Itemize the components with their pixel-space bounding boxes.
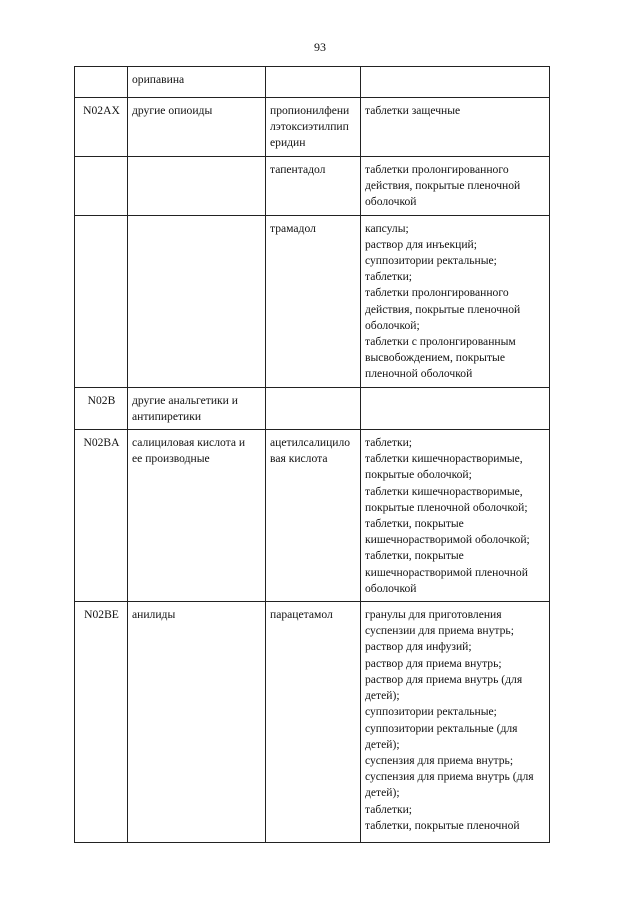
cell-line: действия, покрытые пленочной [365,302,521,316]
dosage-forms-cell [361,157,550,216]
atc-code-cell [75,67,128,98]
group-name-cell [128,98,266,157]
group-name-cell [128,387,266,429]
cell-line: другие анальгетики и [132,393,238,407]
cell-line: кишечнорастворимой пленочной [365,565,528,579]
atc-code-cell: N02AX [75,98,128,157]
group-name-cell [128,67,266,98]
cell-line: ацетилсалицило [270,436,351,450]
cell-line: детей); [365,786,400,800]
group-name-cell [128,215,266,387]
atc-code-cell: N02B [75,387,128,429]
dosage-forms-cell [361,67,550,98]
cell-line: суппозитории ректальные; [365,254,497,268]
cell-line: суппозитории ректальные; [365,705,497,719]
substance-cell [266,602,361,843]
substance-cell [266,67,361,98]
cell-line: таблетки, покрытые пленочной [365,818,520,832]
table-row [75,98,550,157]
cell-line: кишечнорастворимой оболочкой; [365,533,530,547]
atc-code-cell [75,215,128,387]
cell-line: ее производные [132,452,210,466]
cell-line: оболочкой [365,581,417,595]
cell-line: лэтоксиэтилпип [270,120,349,134]
page-number: 93 [314,40,326,54]
cell-line: орипавина [132,73,185,86]
group-name-cell [128,430,266,602]
dosage-forms-cell [361,602,550,843]
cell-line: детей); [365,737,400,751]
cell-line: таблетки; [365,436,413,450]
table-row [75,157,550,216]
cell-line: раствор для приема внутрь (для [365,672,523,686]
cell-line: таблетки с пролонгированным [365,335,516,349]
cell-line: таблетки защечные [365,104,461,117]
cell-line: трамадол [270,221,316,235]
atc-code-cell: N02BA [75,430,128,602]
cell-line: высвобождением, покрытые [365,351,505,365]
group-name-cell [128,602,266,843]
table-row [75,602,550,843]
cell-line: таблетки; [365,270,413,284]
table-row [75,215,550,387]
cell-line: детей); [365,689,400,703]
dosage-forms-cell [361,215,550,387]
cell-line: раствор для инъекций; [365,237,477,251]
cell-line: таблетки пролонгированного [365,286,509,300]
cell-line: вая кислота [270,452,328,466]
cell-line: оболочкой [365,195,417,209]
cell-line: суспензии для приема внутрь; [365,624,514,638]
dosage-forms-cell [361,387,550,429]
cell-line: таблетки пролонгированного [365,163,509,176]
substance-cell [266,157,361,216]
cell-line: капсулы; [365,221,409,235]
cell-line: гранулы для приготовления [365,608,502,622]
cell-line: оболочкой; [365,318,420,332]
cell-line: суппозитории ректальные (для [365,721,518,735]
substance-cell [266,215,361,387]
substance-cell [266,430,361,602]
cell-line: антипиретики [132,409,202,423]
cell-line: другие опиоиды [132,104,213,117]
cell-line: раствор для приема внутрь; [365,656,502,670]
cell-line: пропионилфени [270,104,350,117]
atc-code-cell: N02BE [75,602,128,843]
cell-line: покрытые пленочной оболочкой; [365,500,528,514]
dosage-forms-cell [361,430,550,602]
drug-table [74,66,550,843]
cell-line: салициловая кислота и [132,436,246,450]
cell-line: анилиды [132,608,176,622]
substance-cell [266,98,361,157]
cell-line: раствор для инфузий; [365,640,472,654]
cell-line: таблетки кишечнорастворимые, [365,452,523,466]
table-row [75,430,550,602]
cell-line: суспензия для приема внутрь; [365,753,514,767]
atc-code-cell [75,157,128,216]
table-row [75,387,550,429]
cell-line: суспензия для приема внутрь (для [365,770,534,784]
cell-line: тапентадол [270,163,326,176]
cell-line: действия, покрытые пленочной [365,179,521,193]
table-row [75,67,550,98]
cell-line: еридин [270,136,306,150]
cell-line: таблетки; [365,802,413,816]
substance-cell [266,387,361,429]
cell-line: таблетки, покрытые [365,549,464,563]
group-name-cell [128,157,266,216]
cell-line: пленочной оболочкой [365,367,473,381]
cell-line: таблетки, покрытые [365,517,464,531]
cell-line: покрытые оболочкой; [365,468,472,482]
cell-line: парацетамол [270,608,333,622]
dosage-forms-cell [361,98,550,157]
cell-line: таблетки кишечнорастворимые, [365,484,523,498]
